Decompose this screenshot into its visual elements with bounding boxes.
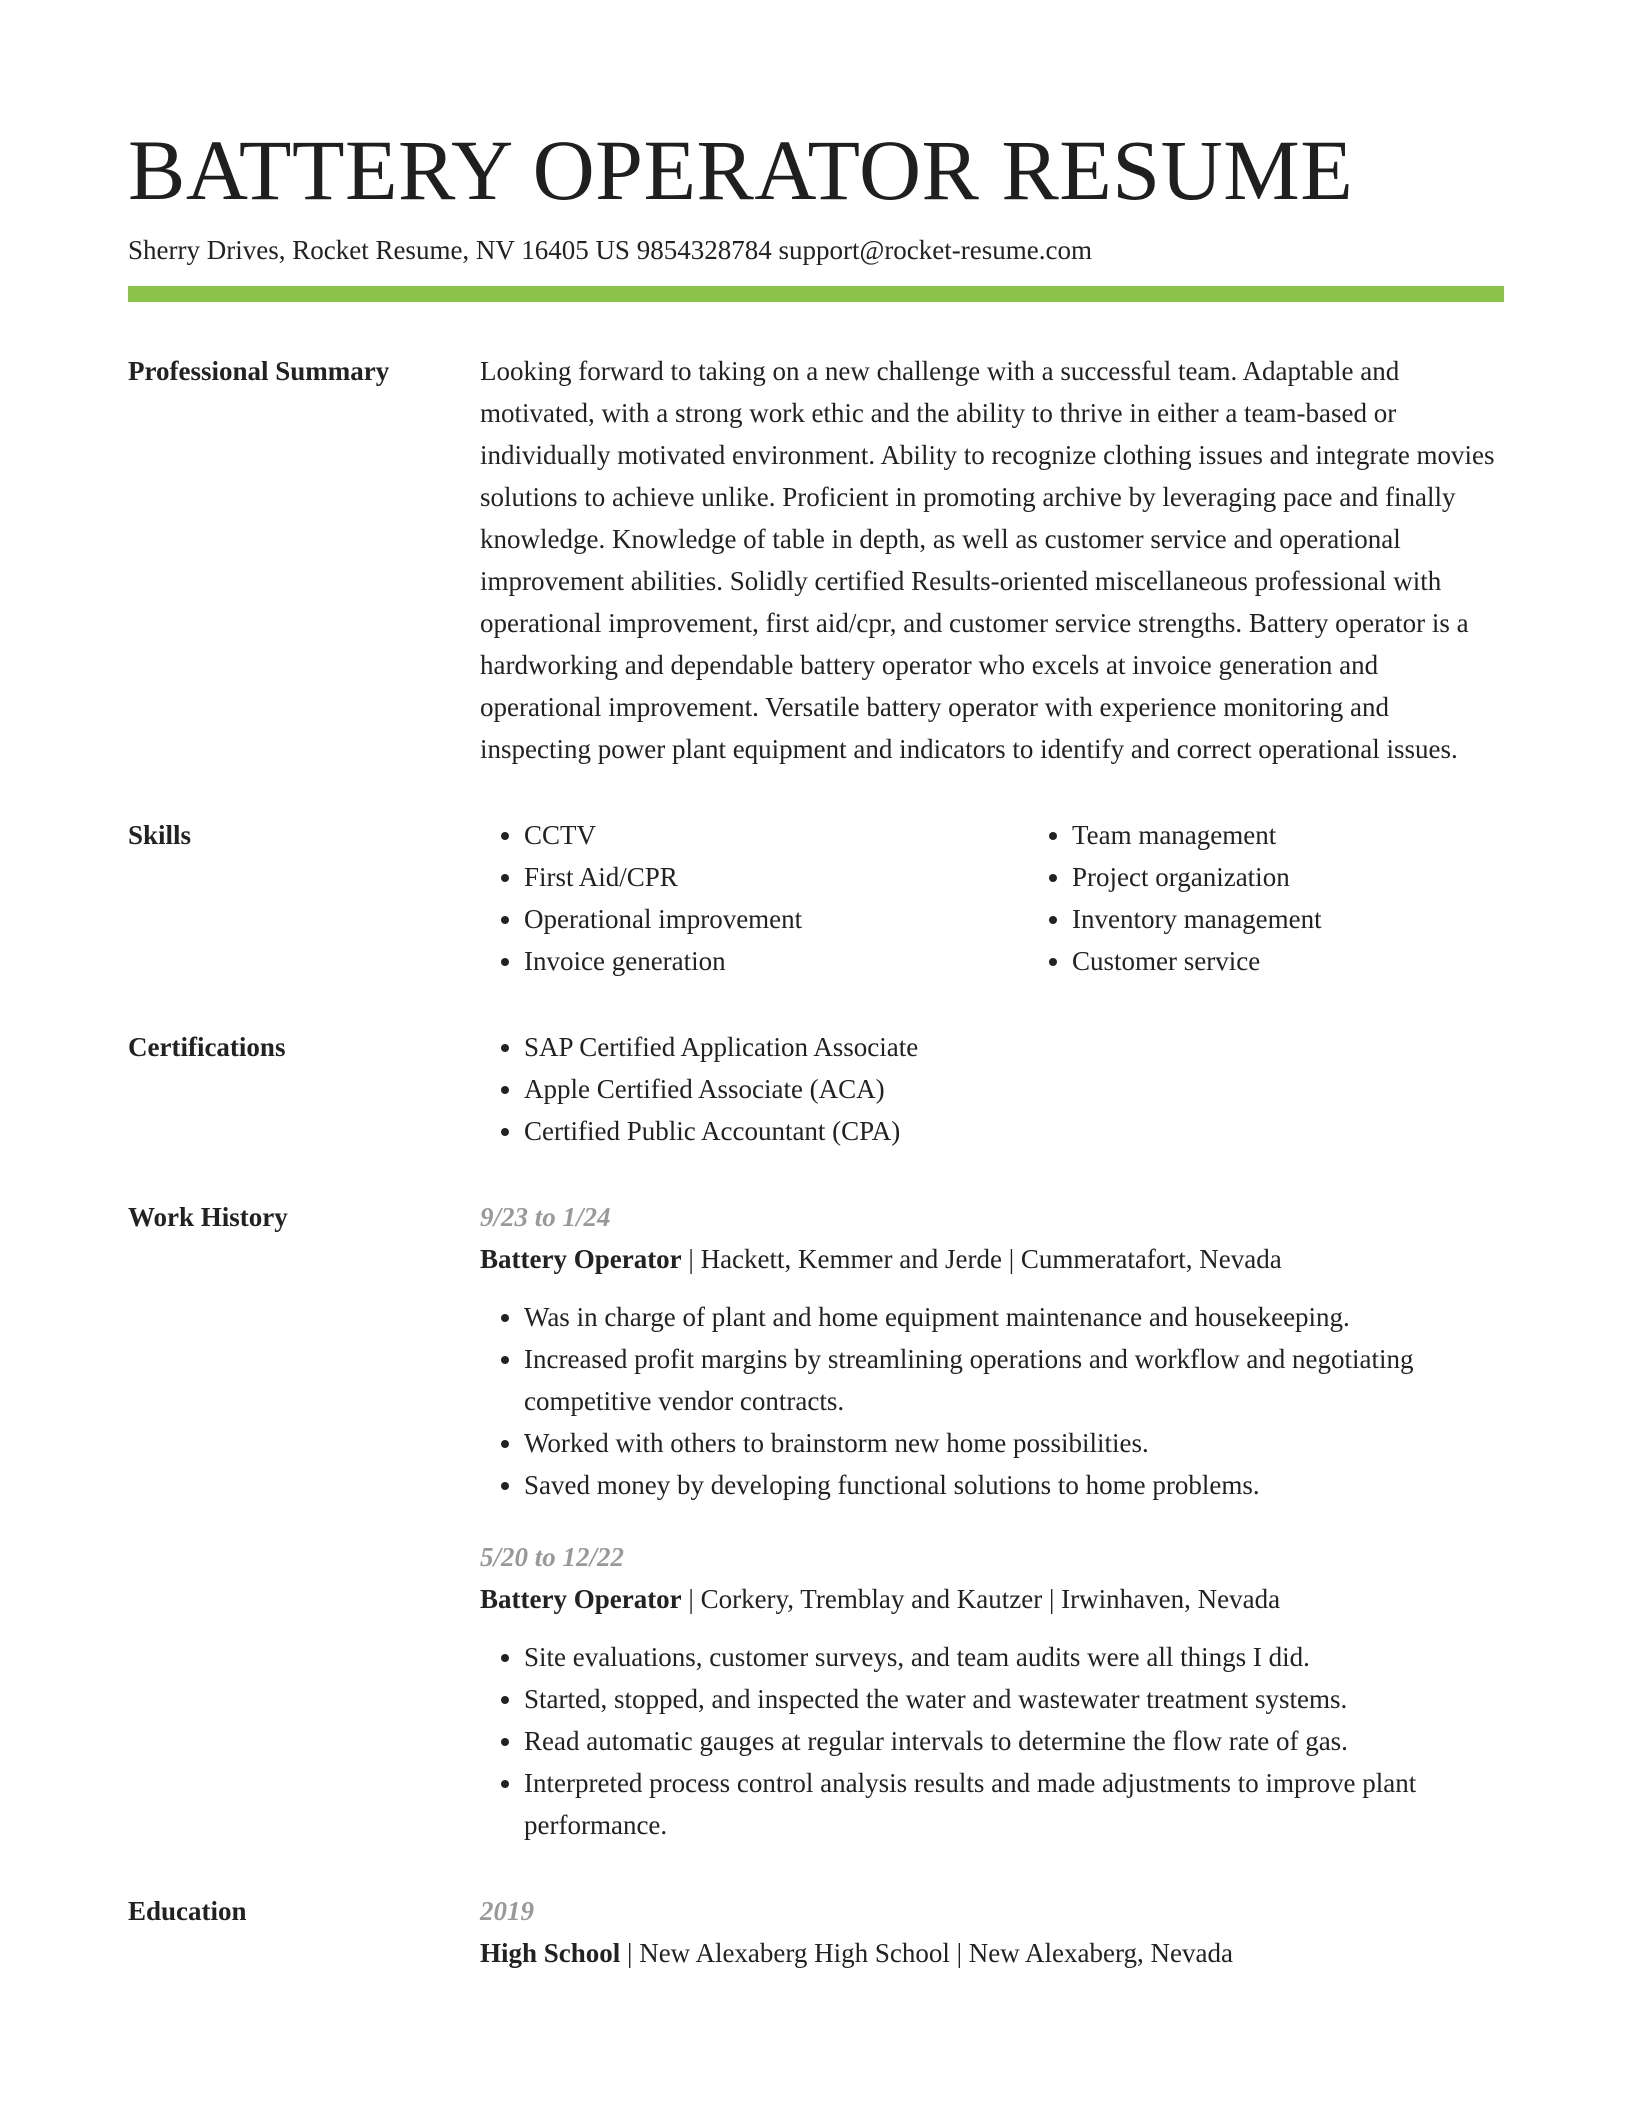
resume-title: BATTERY OPERATOR RESUME [128,122,1354,218]
resume-page [128,120,1504,1974]
skill-item: • Project organization [1072,856,1576,898]
contact-address: Sherry Drives, Rocket Resume, NV 16405 US [128,235,630,265]
certifications-section [128,1026,1504,1152]
skills-column-2 [1028,814,1576,982]
skill-item: • Customer service [1072,940,1576,982]
work-history-section [128,1196,1504,1846]
skill-item: • First Aid/CPR [524,856,1028,898]
job-title: Battery Operator [480,1584,682,1614]
contact-phone: 9854328784 [636,235,772,265]
job-details: | Hackett, Kemmer and Jerde | Cummeratafort, Nevada [681,1244,1282,1274]
job-details: | Corkery, Tremblay and Kautzer | Irwinhaven, Nevada [681,1584,1281,1614]
job-bullet: • Interpreted process control analysis results and made adjustments to improve plant performance. [524,1762,1504,1846]
certifications-list [480,1026,1504,1152]
skill-item: • CCTV [524,814,1028,856]
education-section [128,1890,1504,1974]
job-title: Battery Operator [480,1244,682,1274]
education-heading: Education [128,1896,247,1926]
skill-item: • Team management [1072,814,1576,856]
work-history-heading: Work History [128,1202,288,1232]
skills-section [128,814,1504,982]
education-year: 2019 [480,1896,534,1926]
skills-column-1 [480,814,1028,982]
job-bullet: • Read automatic gauges at regular intervals to determine the flow rate of gas. [524,1720,1504,1762]
skills-heading: Skills [128,820,192,850]
job-bullet: • Increased profit margins by streamlining operations and workflow and negotiating competitive vendor contracts. [524,1338,1504,1422]
skill-item: • Operational improvement [524,898,1028,940]
job-dates: 9/23 to 1/24 [480,1202,611,1232]
skill-item: • Invoice generation [524,940,1028,982]
certifications-heading: Certifications [128,1032,286,1062]
job-role-line [480,1238,1504,1280]
job-bullets [480,1636,1504,1846]
education-degree: High School [480,1938,621,1968]
job-role-line [480,1578,1504,1620]
certification-item: • SAP Certified Application Associate [524,1026,1504,1068]
certification-item: • Certified Public Accountant (CPA) [524,1110,1504,1152]
job-bullet: • Worked with others to brainstorm new home possibilities. [524,1422,1504,1464]
job-bullet: • Site evaluations, customer surveys, and team audits were all things I did. [524,1636,1504,1678]
job-entry [480,1196,1504,1506]
job-bullet: • Was in charge of plant and home equipment maintenance and housekeeping. [524,1296,1504,1338]
job-bullet: • Saved money by developing functional solutions to home problems. [524,1464,1504,1506]
contact-line [128,232,1504,268]
summary-text: Looking forward to taking on a new challenge with a successful team. Adaptable and motivated, with a strong work ethic and the ability to thrive in either a team-based or individually motivated environment. Ability to recognize clothing issues and integrate movies solutions to achieve unlike. Proficient in promoting archive by leveraging pace and finally knowledge. Knowledge of table in depth, as well as customer service and operational improvement abilities. Solidly certified Results-oriented miscellaneous professional with operational improvement, first aid/cpr, and customer service strengths. Battery operator is a hardworking and dependable battery operator who excels at invoice generation and operational improvement. Versatile battery operator with experience monitoring and inspecting power plant equipment and indicators to identify and correct operational issues. [480,356,1495,764]
education-details: | New Alexaberg High School | New Alexaberg, Nevada [620,1938,1233,1968]
job-dates: 5/20 to 12/22 [480,1542,625,1572]
summary-section [128,350,1504,770]
job-bullets [480,1296,1504,1506]
job-bullet: • Started, stopped, and inspected the water and wastewater treatment systems. [524,1678,1504,1720]
contact-email: support@rocket-resume.com [778,235,1092,265]
job-entry [480,1536,1504,1846]
skill-item: • Inventory management [1072,898,1576,940]
education-line [480,1932,1504,1974]
accent-divider [128,286,1504,302]
certification-item: • Apple Certified Associate (ACA) [524,1068,1504,1110]
summary-heading: Professional Summary [128,356,390,386]
